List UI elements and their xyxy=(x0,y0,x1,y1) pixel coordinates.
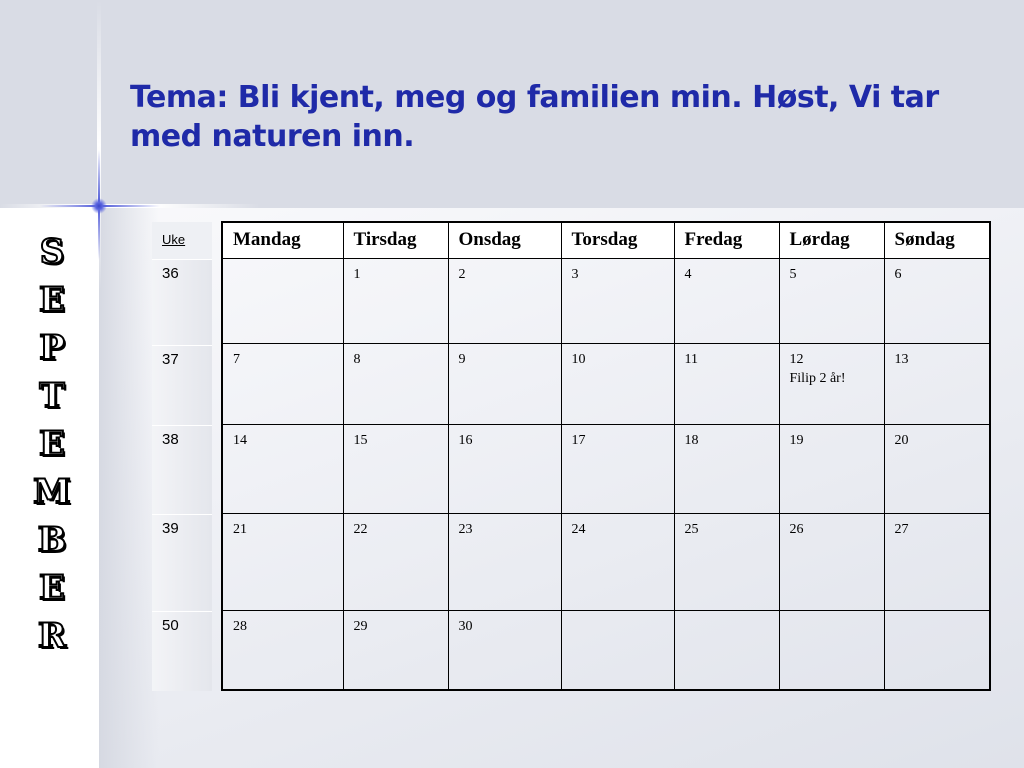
left-shade xyxy=(99,208,159,768)
month-letter: P xyxy=(39,328,65,368)
day-cell xyxy=(222,424,343,513)
day-cell xyxy=(884,513,990,610)
calendar-table xyxy=(221,221,991,691)
day-cell xyxy=(779,610,884,690)
day-cell xyxy=(222,610,343,690)
week-row xyxy=(222,424,990,513)
week-header: Uke xyxy=(152,222,212,259)
week-number: 50 xyxy=(152,611,212,691)
day-number: 12 xyxy=(789,351,804,367)
day-number: 4 xyxy=(684,266,692,282)
day-cell xyxy=(561,610,674,690)
day-cell xyxy=(884,343,990,424)
week-row xyxy=(222,258,990,343)
day-number: 9 xyxy=(458,351,466,367)
month-letter: S xyxy=(39,232,65,272)
weekday-header: Søndag xyxy=(884,222,990,258)
day-number: 18 xyxy=(684,432,699,448)
month-letter: E xyxy=(39,280,65,320)
month-vertical-label xyxy=(30,228,74,660)
weekday-header: Onsdag xyxy=(448,222,561,258)
day-number: 28 xyxy=(233,618,247,634)
day-cell xyxy=(884,258,990,343)
day-number: 7 xyxy=(233,351,240,367)
day-number: 13 xyxy=(894,351,909,367)
day-number: 27 xyxy=(894,521,909,537)
day-number: 23 xyxy=(458,521,473,537)
week-number: 39 xyxy=(152,514,212,611)
day-number: 11 xyxy=(684,351,698,367)
day-number: 22 xyxy=(353,521,368,537)
week-row xyxy=(222,513,990,610)
day-cell xyxy=(448,343,561,424)
day-cell xyxy=(561,343,674,424)
day-number: 3 xyxy=(571,266,579,282)
day-cell xyxy=(222,513,343,610)
day-cell xyxy=(884,610,990,690)
day-number: 25 xyxy=(684,521,699,537)
day-number: 15 xyxy=(353,432,368,448)
day-cell xyxy=(343,424,448,513)
day-number: 20 xyxy=(894,432,909,448)
day-cell xyxy=(674,343,779,424)
week-number: 38 xyxy=(152,425,212,514)
day-cell xyxy=(343,343,448,424)
day-cell xyxy=(448,258,561,343)
day-cell xyxy=(779,258,884,343)
day-cell xyxy=(674,513,779,610)
day-cell xyxy=(884,424,990,513)
weekday-header-row xyxy=(222,222,990,258)
month-letter: E xyxy=(39,424,65,464)
day-cell xyxy=(448,424,561,513)
day-cell xyxy=(448,513,561,610)
month-letter: R xyxy=(37,616,67,656)
weekday-header: Fredag xyxy=(674,222,779,258)
sparkle-star-icon xyxy=(91,198,107,214)
day-number: 2 xyxy=(458,266,466,282)
day-number: 10 xyxy=(571,351,586,367)
weekday-header: Torsdag xyxy=(561,222,674,258)
day-number: 17 xyxy=(571,432,586,448)
day-cell xyxy=(343,258,448,343)
weekday-header: Lørdag xyxy=(779,222,884,258)
weekday-header: Mandag xyxy=(222,222,343,258)
week-number: 37 xyxy=(152,345,212,425)
day-cell xyxy=(779,424,884,513)
month-letter: E xyxy=(39,568,65,608)
day-cell xyxy=(674,258,779,343)
day-number: 29 xyxy=(353,618,368,634)
day-cell xyxy=(674,610,779,690)
day-cell xyxy=(561,513,674,610)
day-number: 5 xyxy=(789,266,797,282)
day-cell xyxy=(561,424,674,513)
page-title: Tema: Bli kjent, meg og familien min. Høst, Vi tar med naturen inn. xyxy=(130,80,939,154)
day-cell xyxy=(343,610,448,690)
day-number: 24 xyxy=(571,521,586,537)
day-cell xyxy=(779,343,884,424)
month-letter: T xyxy=(39,376,65,416)
day-cell xyxy=(343,513,448,610)
day-number: 1 xyxy=(353,266,361,282)
week-row xyxy=(222,343,990,424)
month-letter: B xyxy=(37,520,67,560)
day-cell xyxy=(674,424,779,513)
day-cell xyxy=(222,343,343,424)
month-letter: M xyxy=(33,472,71,512)
week-row xyxy=(222,610,990,690)
day-number: 30 xyxy=(458,618,473,634)
day-number: 21 xyxy=(233,521,247,537)
day-number: 16 xyxy=(458,432,473,448)
week-number-column xyxy=(152,222,212,691)
day-cell xyxy=(448,610,561,690)
day-cell xyxy=(561,258,674,343)
day-number: 8 xyxy=(353,351,361,367)
day-cell xyxy=(222,258,343,343)
day-cell xyxy=(779,513,884,610)
day-number: 19 xyxy=(789,432,804,448)
weekday-header: Tirsdag xyxy=(343,222,448,258)
day-number: 26 xyxy=(789,521,804,537)
birthday-note: Filip 2 år! xyxy=(789,370,846,386)
week-number: 36 xyxy=(152,259,212,345)
day-number: 14 xyxy=(233,432,247,448)
day-number: 6 xyxy=(894,266,902,282)
